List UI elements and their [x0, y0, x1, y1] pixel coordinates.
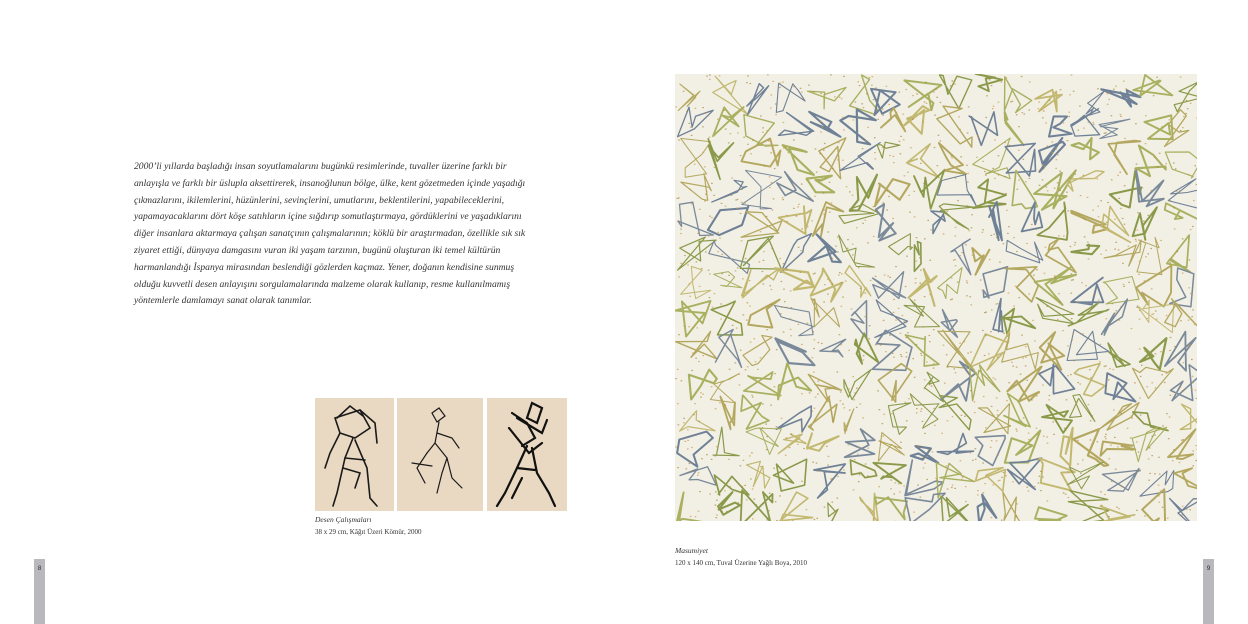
painting-caption-title: Masumiyet [675, 546, 708, 555]
painting-caption-details: 120 x 140 cm, Tuval Üzerine Yağlı Boya, 2010 [675, 559, 808, 567]
right-page-number: 9 [1206, 565, 1211, 572]
sketches-caption-details: 38 x 29 cm, Kâğıt Üzeri Kömür, 2000 [315, 528, 422, 536]
body-paragraph: 2000’li yıllarda başladığı insan soyutlamalarını bugünkü resimlerinde, tuvaller üzerine farklı bir anlayışla ve farklı bir üslupla aksettirerek, insanoğlunun bölge, ülke, kent gözetmeden içinde yaşadığı çıkmazlarını, ikilemlerini, hüzünlerini, sevinçlerini, umutlarını, beklentilerini, yapabileceklerini, yapamayacaklarını dört köşe satıhların içine sığdırıp somutlaştırmaya, gördüklerini ve yaşadıklarını diğer insanlara aktarmaya çalışan sanatçının çalışmalarının; köklü bir araştırmadan, özellikle sık sık ziyaret ettiği, dünyaya damgasını vuran iki yaşam tarzının, bugünü oluşturan iki temel kültürün harmanlandığı İspanya mirasından beslendiği gözlerden kaçmaz. Yener, doğanın kendisine sunmuş olduğu kuvvetli desen anlayışını sorgulamalarında malzeme olarak kullanıp, resme kullanılmamış yöntemlerle damlamayı sanat olarak tanımlar. [134, 161, 526, 307]
sketch-image-2 [397, 398, 483, 511]
left-page-number: 8 [37, 565, 42, 572]
painting-image [675, 74, 1197, 521]
sketches-caption-title: Desen Çalışmaları [315, 515, 372, 524]
sketch-image-1 [315, 398, 394, 511]
sketch-image-3 [487, 398, 567, 511]
